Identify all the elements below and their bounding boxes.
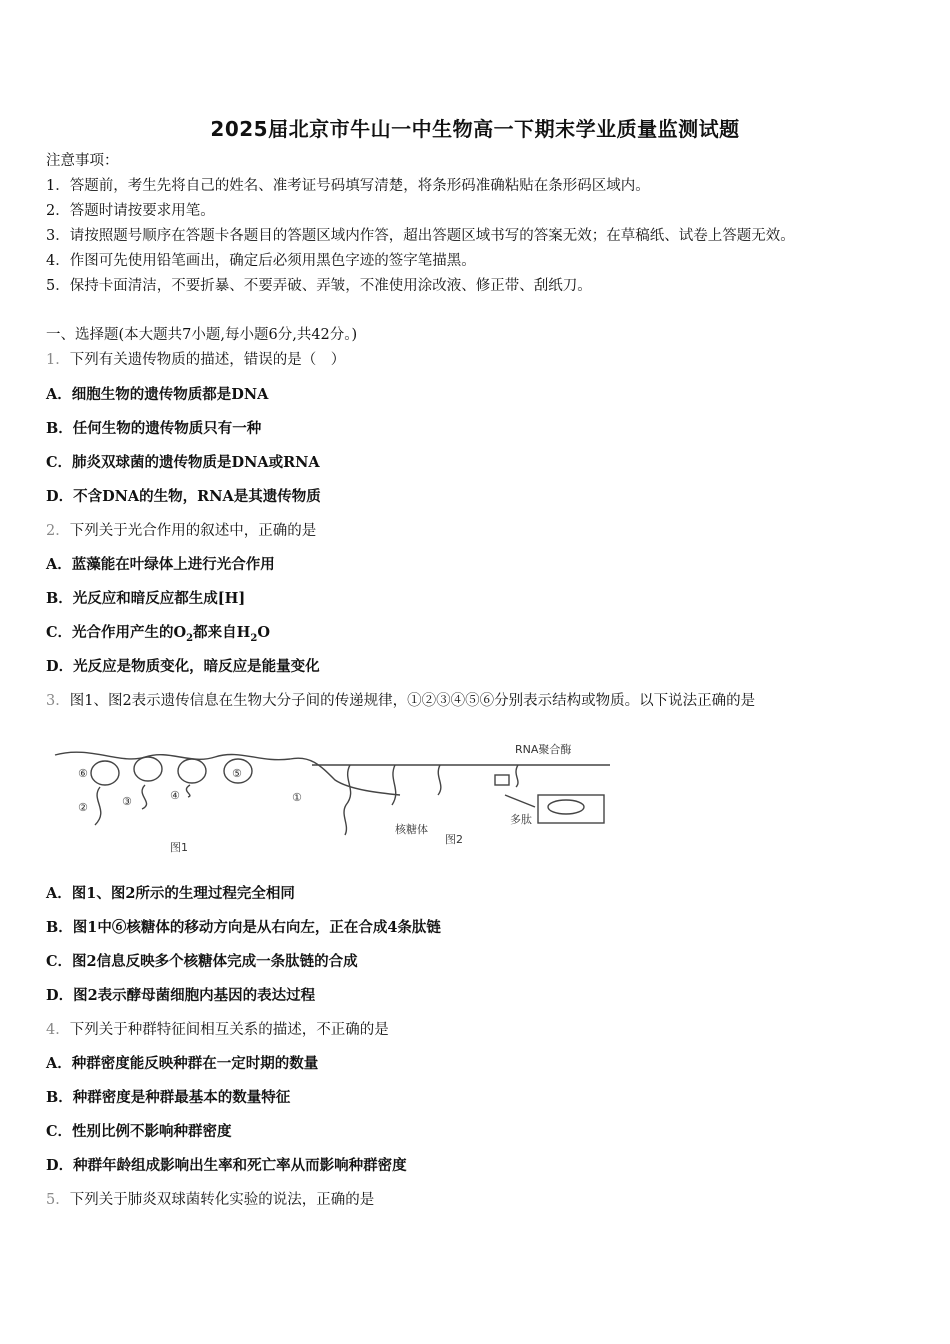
notice-heading: 注意事项： bbox=[46, 153, 119, 169]
figure-label: ② bbox=[78, 801, 88, 814]
question-stem: 下列有关遗传物质的描述，错误的是（ ） bbox=[69, 352, 346, 368]
question-stem: 下列关于光合作用的叙述中，正确的是 bbox=[69, 523, 317, 539]
section-heading: 一、选择题(本大题共7小题,每小题6分,共42分。) bbox=[46, 327, 358, 343]
ribosome bbox=[178, 759, 206, 783]
fig2-caption: 图2 bbox=[445, 833, 463, 846]
q3-option-b: B．图1中⑥核糖体的移动方向是从右向左，正在合成4条肽链 bbox=[46, 919, 441, 936]
q4-option-b: B．种群密度是种群最基本的数量特征 bbox=[46, 1089, 291, 1106]
ribosome bbox=[134, 757, 162, 781]
q4-option-c: C．性别比例不影响种群密度 bbox=[46, 1123, 232, 1140]
question-number: 2． bbox=[46, 523, 70, 539]
peptide-chain bbox=[186, 785, 190, 797]
mrna-transcript bbox=[344, 765, 351, 835]
option-text: 都来自H bbox=[193, 624, 251, 641]
ribosome bbox=[91, 761, 119, 785]
figure-label: ⑤ bbox=[232, 767, 242, 780]
q2-option-d: D．光反应是物质变化，暗反应是能量变化 bbox=[46, 658, 320, 675]
mrna-transcript bbox=[392, 765, 396, 805]
q2-option-a: A．蓝藻能在叶绿体上进行光合作用 bbox=[46, 556, 275, 573]
translation-figure bbox=[50, 735, 620, 860]
mrna-transcript bbox=[438, 765, 441, 795]
question-number: 1． bbox=[46, 352, 70, 368]
peptide-chain bbox=[142, 785, 147, 809]
question-stem: 图1、图2表示遗传信息在生物大分子间的传递规律，①②③④⑤⑥分别表示结构或物质。以下说法正确的是 bbox=[69, 693, 756, 709]
notice-item: 4．作图可先使用铅笔画出，确定后必须用黑色字迹的签字笔描黑。 bbox=[46, 253, 476, 269]
q1-option-d: D．不含DNA的生物，RNA是其遗传物质 bbox=[46, 488, 321, 505]
question-stem: 下列关于肺炎双球菌转化实验的说法，正确的是 bbox=[69, 1192, 375, 1208]
peptide-shape bbox=[548, 800, 584, 814]
question-3 bbox=[46, 691, 755, 711]
option-text: O bbox=[257, 624, 270, 641]
fig1-caption: 图1 bbox=[170, 841, 188, 854]
notice-item: 2．答题时请按要求用笔。 bbox=[46, 203, 215, 219]
subscript: 2 bbox=[250, 632, 258, 644]
q4-option-d: D．种群年龄组成影响出生率和死亡率从而影响种群密度 bbox=[46, 1157, 407, 1174]
question-number: 5． bbox=[46, 1192, 70, 1208]
figure-label: ⑥ bbox=[78, 767, 88, 780]
question-4 bbox=[46, 1020, 389, 1040]
q1-option-a: A．细胞生物的遗传物质都是DNA bbox=[46, 386, 269, 403]
notice-item: 1．答题前，考生先将自己的姓名、准考证号码填写清楚，将条形码准确粘贴在条形码区域内。 bbox=[46, 178, 650, 194]
rna-polymerase-label: RNA聚合酶 bbox=[515, 743, 572, 756]
notice-item: 5．保持卡面清洁，不要折暴、不要弄破、弄皱，不准使用涂改液、修正带、刮纸刀。 bbox=[46, 278, 592, 294]
question-5 bbox=[46, 1190, 374, 1210]
peptide-chain bbox=[95, 787, 101, 825]
rna-polymerase-box bbox=[495, 775, 509, 785]
question-number: 3． bbox=[46, 693, 70, 709]
q3-option-a: A．图1、图2所示的生理过程完全相同 bbox=[46, 885, 295, 902]
subscript: 2 bbox=[186, 632, 194, 644]
question-stem: 下列关于种群特征间相互关系的描述，不正确的是 bbox=[69, 1022, 389, 1038]
question-1 bbox=[46, 350, 345, 370]
q4-option-a: A．种群密度能反映种群在一定时期的数量 bbox=[46, 1055, 319, 1072]
q1-option-c: C．肺炎双球菌的遗传物质是DNA或RNA bbox=[46, 454, 320, 471]
mrna-transcript bbox=[516, 765, 518, 787]
q3-option-d: D．图2表示酵母菌细胞内基因的表达过程 bbox=[46, 987, 316, 1004]
figure-label: ④ bbox=[170, 789, 180, 802]
ribosome-label: 核糖体 bbox=[395, 823, 428, 836]
figure-label: ① bbox=[292, 791, 302, 804]
q2-option-c bbox=[46, 623, 270, 649]
page-title: 2025届北京市牛山一中生物高一下期末学业质量监测试题 bbox=[210, 117, 740, 141]
arrow bbox=[505, 795, 535, 807]
q3-option-c: C．图2信息反映多个核糖体完成一条肽链的合成 bbox=[46, 953, 358, 970]
question-number: 4． bbox=[46, 1022, 70, 1038]
q1-option-b: B．任何生物的遗传物质只有一种 bbox=[46, 420, 262, 437]
q2-option-b: B．光反应和暗反应都生成[H] bbox=[46, 590, 246, 607]
option-text: C．光合作用产生的O bbox=[46, 624, 187, 641]
notice-item: 3．请按照题号顺序在答题卡各题目的答题区域内作答，超出答题区域书写的答案无效；在草稿纸、试卷上答题无效。 bbox=[46, 228, 795, 244]
figure-label: ③ bbox=[122, 795, 132, 808]
question-2 bbox=[46, 521, 316, 541]
peptide-label: 多肽 bbox=[510, 813, 532, 826]
